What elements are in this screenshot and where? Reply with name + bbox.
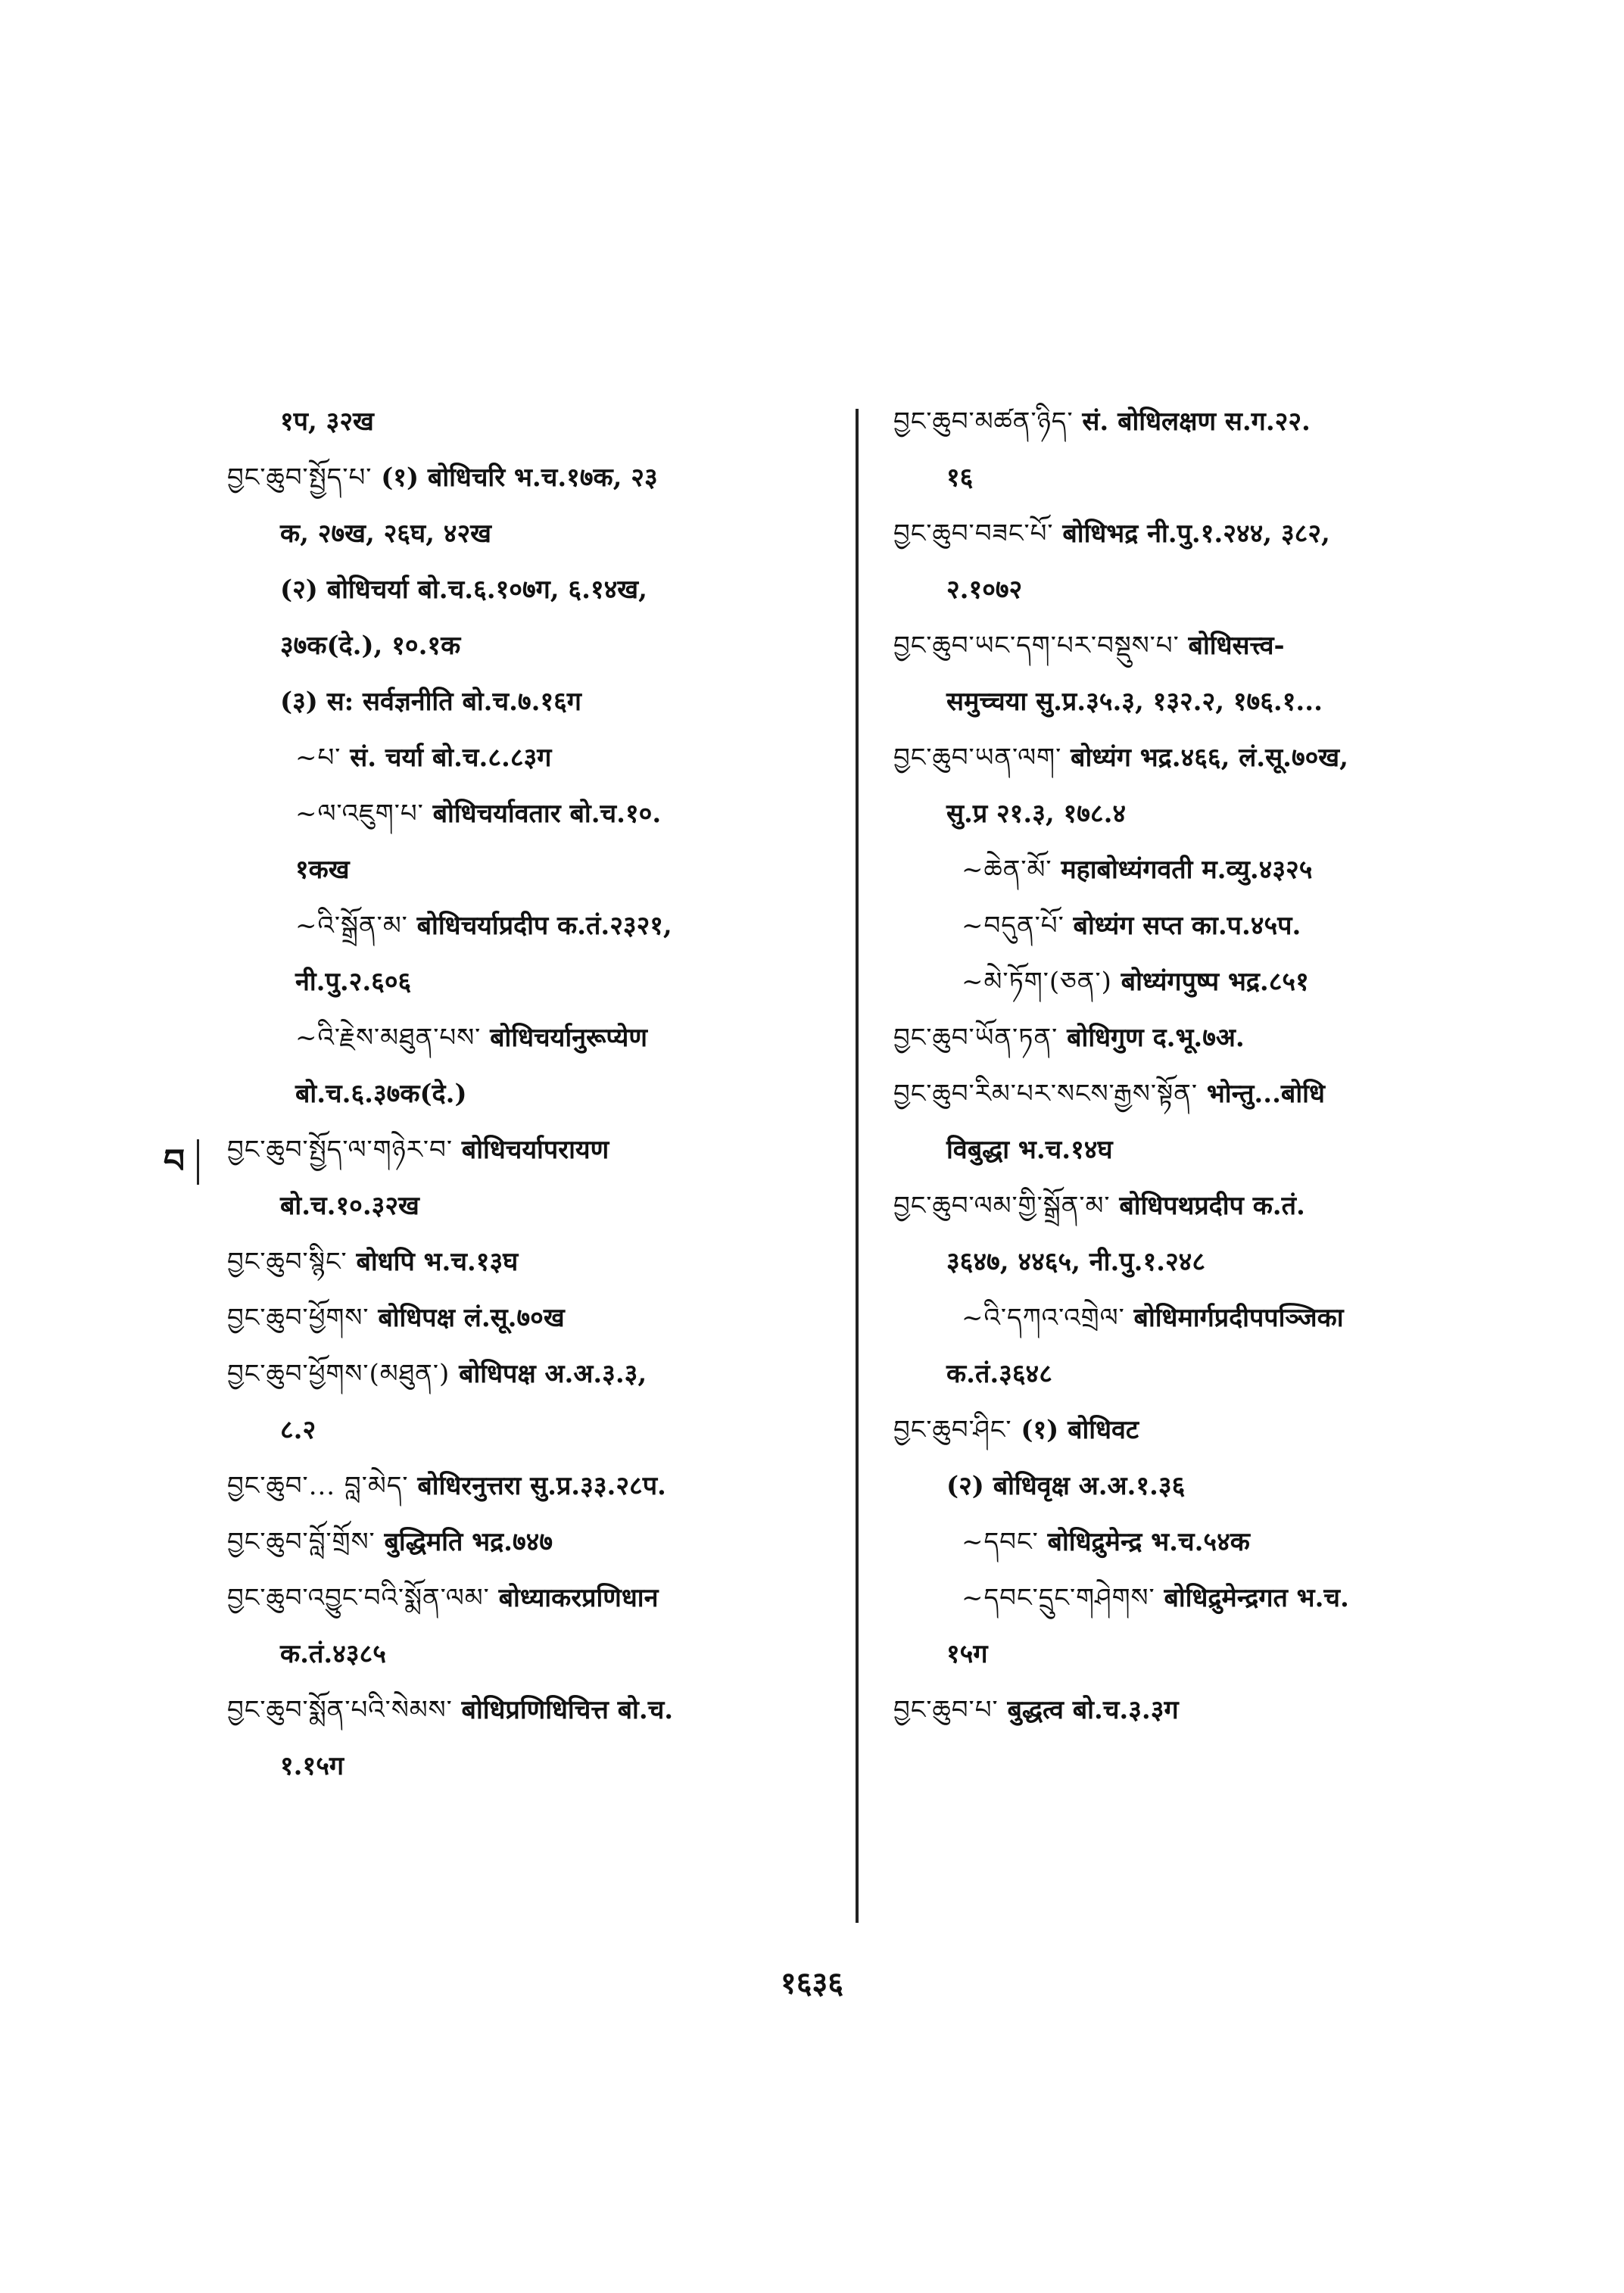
entry-line <box>227 1738 848 1794</box>
entry-line <box>893 954 1469 1010</box>
sanskrit-gloss: सं. बोधिलक्षण स.ग.२२. <box>1082 407 1311 437</box>
sanskrit-gloss: बोधिभद्र नी.पु.१.२४४, ३८२, <box>1062 519 1330 549</box>
tibetan-headword: ~འི་རྗེས་མཐུན་པས་ <box>295 1023 491 1053</box>
sanskrit-gloss: बोधिसत्त्व- <box>1188 631 1285 661</box>
dictionary-entry <box>227 1122 848 1178</box>
sanskrit-gloss: १५ग <box>946 1639 988 1669</box>
dictionary-entry <box>227 450 848 506</box>
sanskrit-gloss: बोध्यंगपुष्प भद्र.८५१ <box>1121 967 1309 997</box>
sanskrit-gloss: बोधिगुण द.भू.७अ. <box>1067 1023 1245 1053</box>
sanskrit-gloss: क, २७ख, २६घ, ४२ख <box>280 519 491 549</box>
sanskrit-gloss: बोधिद्रुमेन्द्र भ.च.५४क <box>1047 1527 1250 1557</box>
entry-line <box>893 562 1469 618</box>
entry-line <box>227 842 848 898</box>
left-column <box>227 394 848 1794</box>
entry-line <box>227 506 848 562</box>
sanskrit-gloss: ३७क(दे.), १०.१क <box>280 631 461 661</box>
entry-line <box>893 1346 1469 1402</box>
sanskrit-gloss: बोधपि भ.च.१३घ <box>356 1247 519 1277</box>
entry-line <box>893 1570 1469 1626</box>
tibetan-headword: བྱང་ཆུབ་ཤིང་ <box>893 1415 1021 1445</box>
tibetan-headword: ~མེ་ཏོག་(ཅན་) <box>962 967 1121 997</box>
entry-line <box>227 674 848 730</box>
margin-letter-mark: བ <box>151 1139 199 1185</box>
sanskrit-gloss: बोधिपक्ष अ.अ.३.३, <box>459 1359 647 1389</box>
dictionary-entry <box>893 730 1469 786</box>
dictionary-entry <box>893 1178 1469 1234</box>
sanskrit-gloss: (२) बोधिचर्या बो.च.६.१०७ग, ६.१४ख, <box>280 575 647 605</box>
tibetan-headword: ~ལ་འཇུག་པ་ <box>295 799 433 829</box>
sanskrit-gloss: बोधिपक्ष लं.सू.७०ख <box>378 1303 565 1333</box>
dictionary-entry <box>893 1402 1469 1458</box>
dictionary-entry <box>893 1682 1469 1738</box>
sanskrit-gloss: बोधिप्रणिधिचित्त बो.च. <box>461 1695 674 1725</box>
sanskrit-gloss: नी.पु.२.६०६ <box>295 967 412 997</box>
entry-line <box>893 898 1469 954</box>
tibetan-headword: ~ཆེན་མོ་ <box>962 855 1061 885</box>
tibetan-headword: བྱང་ཆུབ་པ་ <box>893 1695 1008 1725</box>
tibetan-headword: བྱང་ཆུབ་བཟང་པོ་ <box>893 519 1063 549</box>
entry-line <box>227 562 848 618</box>
entry-line <box>893 674 1469 730</box>
entry-line <box>227 1626 848 1682</box>
entry-line <box>227 1010 848 1066</box>
entry-line <box>227 394 848 450</box>
entry-line <box>227 786 848 842</box>
entry-line <box>893 1122 1469 1178</box>
tibetan-headword: བྱང་ཆུབ་སྨོན་པའི་སེམས་ <box>227 1695 462 1725</box>
sanskrit-gloss: क.तं.३६४८ <box>946 1359 1052 1389</box>
sanskrit-gloss: बोधिचर्यावतार बो.च.१०. <box>432 799 662 829</box>
dictionary-entry <box>227 1346 848 1402</box>
tibetan-headword: ~བདུན་པོ་ <box>962 911 1074 941</box>
sanskrit-gloss: बुद्धिमति भद्र.७४७ <box>384 1527 553 1557</box>
sanskrit-gloss: बोधिचर्यानुरूप्येण <box>490 1023 647 1053</box>
sanskrit-gloss: भोन्तु...बोधि <box>1206 1079 1325 1109</box>
tibetan-headword: བྱང་ཆུབ་སྙིང་ <box>227 1247 357 1277</box>
sanskrit-gloss: बोधिरनुत्तरा सु.प्र.३३.२८प. <box>417 1471 666 1501</box>
tibetan-headword: བྱང་ཆུབ་ཕྱོགས་ <box>227 1303 379 1333</box>
sanskrit-gloss: बोधिद्रुमेन्द्रगत भ.च. <box>1164 1583 1349 1613</box>
entry-line <box>893 1290 1469 1346</box>
tibetan-headword: ~དབང་ <box>962 1527 1048 1557</box>
entry-line <box>227 954 848 1010</box>
entry-line <box>893 1514 1469 1570</box>
tibetan-headword: བྱང་ཆུབ་ཡང་དག་པར་བསྡུས་པ་ <box>893 631 1189 661</box>
tibetan-headword: བྱང་ཆུབ་རིམ་པར་སངས་རྒྱས་སྟོན་ <box>893 1079 1207 1109</box>
dictionary-entry <box>227 1290 848 1346</box>
tibetan-headword: བྱང་ཆུབ་ལམ་གྱི་སྒྲོན་མ་ <box>893 1191 1120 1221</box>
sanskrit-gloss: बो.च.६.३७क(दे.) <box>295 1079 467 1109</box>
sanskrit-gloss: बोधिपथप्रदीप क.तं. <box>1119 1191 1305 1221</box>
sanskrit-gloss: (३) स: सर्वज्ञनीति बो.च.७.१६ग <box>280 687 581 717</box>
entry-line <box>893 1626 1469 1682</box>
sanskrit-gloss: बोध्यंग भद्र.४६६, लं.सू.७०ख, <box>1071 743 1348 773</box>
tibetan-headword: བྱང་ཆུབ་འབྱུང་བའི་སྨོན་ལམ་ <box>227 1583 499 1613</box>
page-number: १६३६ <box>780 1965 844 2001</box>
sanskrit-gloss: बोधिमार्गप्रदीपपञ्जिका <box>1133 1303 1344 1333</box>
tibetan-headword: ~འི་སྒྲོན་མ་ <box>295 911 417 941</box>
dictionary-entry <box>893 394 1469 450</box>
tibetan-headword: ~དབང་དྲུང་གཤེགས་ <box>962 1583 1164 1613</box>
tibetan-headword: ~འི་དཀའ་འགྲེལ་ <box>962 1303 1134 1333</box>
tibetan-headword: བྱང་ཆུབ་ཡན་ལག་ <box>893 743 1071 773</box>
entry-line <box>227 1402 848 1458</box>
tibetan-headword: བྱང་ཆུབ་... བླ་མེད་ <box>227 1471 418 1501</box>
sanskrit-gloss: सु.प्र २१.३, १७८.४ <box>946 799 1127 829</box>
tibetan-headword: བྱང་ཆུབ་མཚན་ཉིད་ <box>893 407 1083 437</box>
tibetan-headword: ~པ་ <box>295 743 351 773</box>
sanskrit-gloss: बुद्धत्व बो.च.३.३ग <box>1007 1695 1179 1725</box>
dictionary-entry <box>227 1234 848 1290</box>
entry-line <box>227 898 848 954</box>
dictionary-entry <box>893 618 1469 674</box>
sanskrit-gloss: बोधिचर्यापरायण <box>461 1135 609 1165</box>
sanskrit-gloss: बोध्यंग सप्त का.प.४५प. <box>1073 911 1301 941</box>
entry-line <box>227 618 848 674</box>
right-column <box>893 394 1469 1738</box>
tibetan-headword: བྱང་ཆུབ་བློ་གྲོས་ <box>227 1527 385 1557</box>
sanskrit-gloss: १कख <box>295 855 350 885</box>
sanskrit-gloss: ८.२ <box>280 1415 316 1445</box>
dictionary-entry <box>227 1458 848 1514</box>
dictionary-entry <box>227 1570 848 1626</box>
sanskrit-gloss: (१) बोधिवट <box>1021 1415 1139 1445</box>
entry-line <box>893 786 1469 842</box>
sanskrit-gloss: २.१०७२ <box>946 575 1023 605</box>
entry-line <box>227 1178 848 1234</box>
tibetan-headword: བྱང་ཆུབ་ཡོན་ཏན་ <box>893 1023 1068 1053</box>
tibetan-headword: བྱང་ཆུབ་སྤྱོད་ལ་གཉེར་བ་ <box>227 1135 462 1165</box>
sanskrit-gloss: बोध्याकरप्रणिधान <box>498 1583 659 1613</box>
sanskrit-gloss: बो.च.१०.३२ख <box>280 1191 419 1221</box>
sanskrit-gloss: महाबोध्यंगवती म.व्यु.४३२५ <box>1061 855 1313 885</box>
entry-line <box>227 730 848 786</box>
entry-line <box>893 450 1469 506</box>
sanskrit-gloss: बोधिचर्याप्रदीप क.तं.२३२१, <box>416 911 672 941</box>
dictionary-entry <box>893 1066 1469 1122</box>
sanskrit-gloss: ३६४७, ४४६५, नी.पु.१.२४८ <box>946 1247 1206 1277</box>
sanskrit-gloss: १प, ३२ख <box>280 407 374 437</box>
sanskrit-gloss: १.१५ग <box>280 1751 344 1781</box>
dictionary-entry <box>227 1682 848 1738</box>
tibetan-headword: བྱང་ཆུབ་ཕྱོགས་(མཐུན་) <box>227 1359 460 1389</box>
sanskrit-gloss: (२) बोधिवृक्ष अ.अ.१.३६ <box>946 1471 1186 1501</box>
sanskrit-gloss: समुच्चया सु.प्र.३५.३, १३२.२, १७६.१... <box>946 687 1323 717</box>
entry-line <box>893 1458 1469 1514</box>
dictionary-entry <box>227 1514 848 1570</box>
dictionary-entry <box>893 1010 1469 1066</box>
dictionary-entry <box>893 506 1469 562</box>
entry-line <box>893 842 1469 898</box>
tibetan-headword: བྱང་ཆུབ་སྤྱོད་པ་ <box>227 463 382 493</box>
sanskrit-gloss: सं. चर्या बो.च.८.८३ग <box>350 743 552 773</box>
sanskrit-gloss: (१) बोधिचरि भ.च.१७क, २३ <box>381 463 658 493</box>
sanskrit-gloss: विबुद्धा भ.च.१४घ <box>946 1135 1113 1165</box>
entry-line <box>227 1066 848 1122</box>
sanskrit-gloss: १६ <box>946 463 974 493</box>
column-divider <box>856 409 859 1923</box>
entry-line <box>893 1234 1469 1290</box>
sanskrit-gloss: क.तं.४३८५ <box>280 1639 386 1669</box>
